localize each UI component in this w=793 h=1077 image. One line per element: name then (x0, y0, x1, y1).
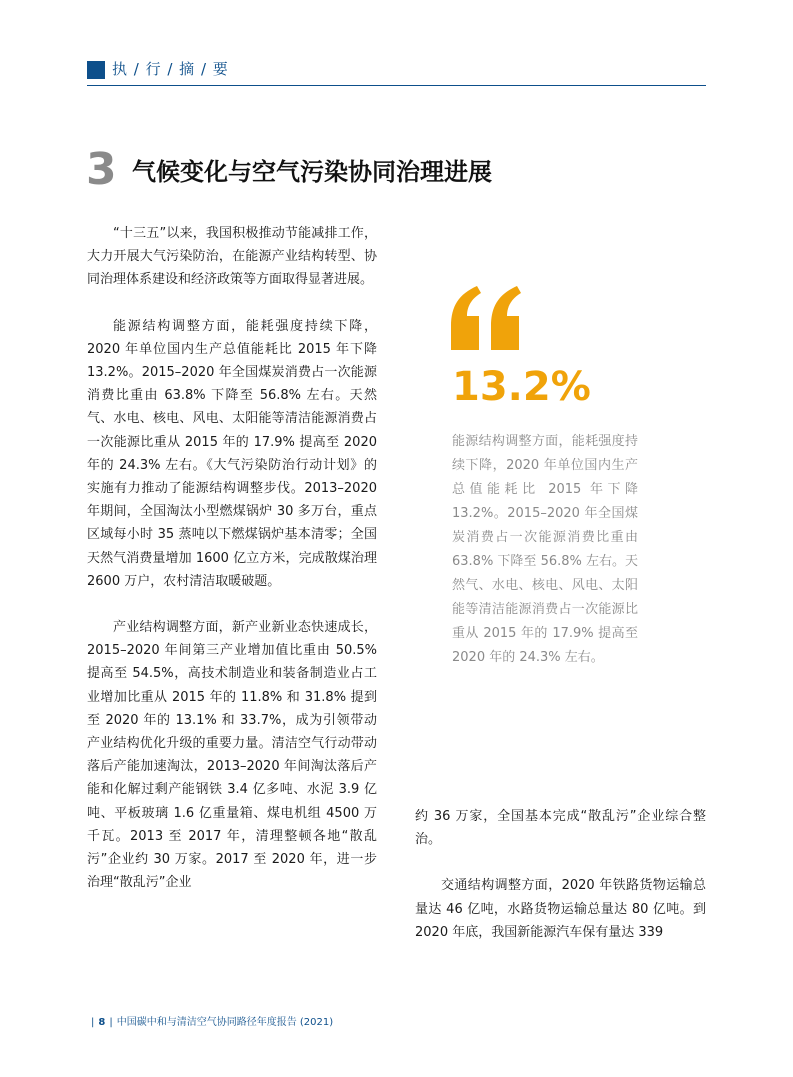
transport-structure-paragraph: 交通结构调整方面，2020 年铁路货物运输总量达 46 亿吨，水路货物运输总量达 80 亿吨。到 2020 年底，我国新能源汽车保有量达 339 (415, 878, 706, 940)
header-square-icon (87, 61, 105, 79)
header-divider (87, 85, 706, 86)
industrial-structure-paragraph: 产业结构调整方面，新产业新业态快速成长，2015–2020 年间第三产业增加值比重由 50.5% 提高至 54.5%，高技术制造业和装备制造业占工业增加比重从 2015 年的 11.8% 和 31.8% 提到至 2020 年的 13.1% 和 33.7%，成为引领带动产业结构优化升级的重要力量。清洁空气行动带动落后产能加速淘汰，2013–2020 年间淘汰落后产能和化解过剩产能钢铁 3.4 亿多吨、水泥 3.9 亿吨、平板玻璃 1.6 亿重量箱、煤电机组 4500 万千瓦。2013 至 2017 年，清理整顿各地“散乱污”企业约 30 万家。2017 至 2020 年，进一步治理“散乱污”企业 (87, 620, 377, 891)
energy-structure-paragraph: 能源结构调整方面，能耗强度持续下降，2020 年单位国内生产总值能耗比 2015 年下降 13.2%。2015–2020 年全国煤炭消费占一次能源消费比重由 63.8% 下降至 56.8% 左右。天然气、水电、核电、风电、太阳能等清洁能源消费占一次能源比重从 2015 年的 17.9% 提高至 2020 年的 24.3% 左右。《大气污染防治行动计划》的实施有力推动了能源结构调整步伐。2013–2020 年期间，全国淘汰小型燃煤锅炉 30 多万台，重点区域每小时 35 蒸吨以下燃煤锅炉基本清零；全国天然气消费量增加 1600 亿立方米，完成散煤治理 2600 万户，农村清洁取暖破题。 (87, 318, 377, 589)
pull-quote-text: 能源结构调整方面，能耗强度持续下降，2020 年单位国内生产总值能耗比 2015 年下降 13.2%。2015–2020 年全国煤炭消费占一次能源消费比重由 63.8% 下降至 56.8% 左右。天然气、水电、核电、风电、太阳能等清洁能源消费占一次能源比重从 2015 年的 17.9% 提高至 2020 年的 24.3% 左右。 (452, 434, 638, 665)
body-right-column (415, 805, 706, 944)
section-title: 气候变化与空气污染协同治理进展 (132, 158, 492, 186)
quote-icon (447, 284, 527, 354)
pull-quote-value: 13.2% (452, 364, 591, 410)
continuation-paragraph: 约 36 万家，全国基本完成“散乱污”企业综合整治。 (415, 809, 706, 848)
footer-divider: | (109, 1017, 113, 1028)
header-section-label: 执 / 行 / 摘 / 要 (112, 60, 229, 78)
intro-paragraph: “十三五”以来，我国积极推动节能减排工作，大力开展大气污染防治，在能源产业结构转型、协同治理体系建设和经济政策等方面取得显著进展。 (87, 226, 377, 288)
report-title: 中国碳中和与清洁空气协同路径年度报告 (2021) (116, 1017, 334, 1028)
page-number: 8 (98, 1017, 106, 1028)
page-footer (87, 1013, 333, 1028)
body-left-column (87, 222, 377, 894)
section-number: 3 (86, 144, 117, 195)
footer-divider: | (91, 1017, 95, 1028)
